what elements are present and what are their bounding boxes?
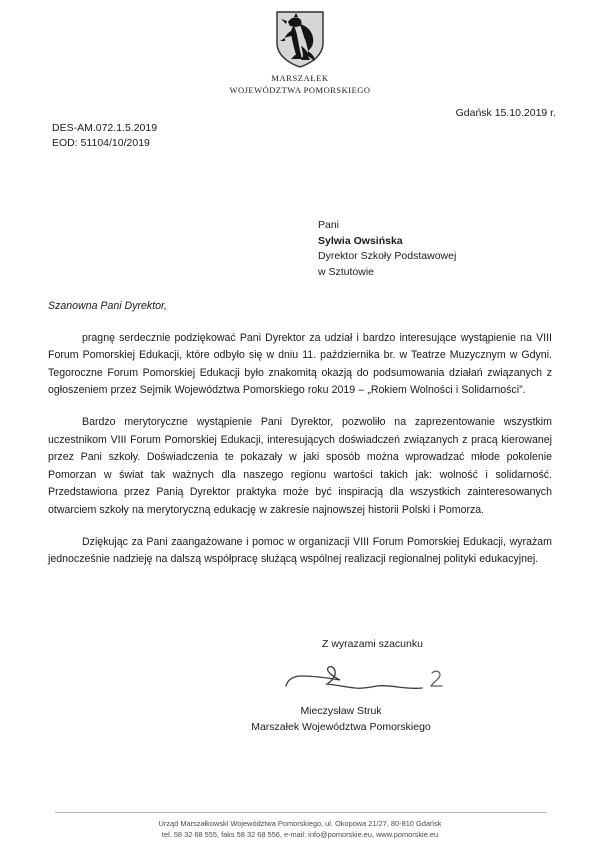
- footer: [0, 818, 600, 840]
- letterhead-title: MARSZAŁEK: [271, 73, 329, 83]
- letterhead-subtitle: WOJEWÓDZTWA POMORSKIEGO: [229, 85, 371, 95]
- reference-number-primary: DES-AM.072.1.5.2019: [52, 122, 158, 134]
- footer-contact: tel. 58 32 68 555, faks 58 32 68 556, e-mail: info@pomorskie.eu, www.pomorskie.eu: [161, 830, 439, 839]
- reference-numbers: [52, 121, 157, 151]
- body-paragraph: Dziękując za Pani zaangażowane i pomoc w organizacji VIII Forum Pomorskiej Edukacji, wyrażam jednocześnie nadzieję na dalszą współpracę służącą wspólnej realizacji regionalnej polityki edukacyjnej.: [48, 535, 552, 566]
- body-paragraph: pragnę serdecznie podziękować Pani Dyrektor za udział i bardzo interesujące wystąpienie na VIII Forum Pomorskiej Edukacji, które odbyło się w dniu 11. października br. w Teatrze Muzycznym w Gdyni. Tegoroczne Forum Pomorskiej Edukacji było znakomitą okazją do podsumowania działań związanych z ogłoszeniem przez Sejmik Województwa Pomorskiego roku 2019 – „Rokiem Wolności i Solidarności”.: [48, 331, 552, 397]
- handwritten-signature-icon: [280, 660, 460, 700]
- addressee-location: w Sztutowie: [318, 265, 375, 278]
- addressee-name: Sylwia Owsińska: [318, 234, 403, 247]
- salutation: Szanowna Pani Dyrektor,: [48, 300, 167, 312]
- signer-title: Marszałek Województwa Pomorskiego: [251, 720, 431, 733]
- addressee-block: [318, 218, 456, 280]
- pomeranian-griffin-crest-icon: [274, 10, 326, 68]
- footer-address: Urząd Marszałkowski Województwa Pomorskiego, ul. Okopowa 21/27, 80-810 Gdańsk: [158, 819, 442, 828]
- body-paragraph: Bardzo merytoryczne wystąpienie Pani Dyrektor, pozwoliło na zaprezentowanie wszystkim uczestnikom VIII Forum Pomorskiej Edukacji, interesujących doświadczeń związanych z pracą kierowanej przez Pani szkoły. Doświadczenia te pokazały w jaki sposób można wprowadzać młode pokolenie Pomorzan w świat tak ważnych dla naszego regionu wartości takich jak: wolność i solidarność. Przedstawiona przez Panią Dyrektor praktyka może być inspiracją dla wszystkich zainteresowanych otwarciem szkoły na merytoryczną edukację w zakresie najnowszej historii Polski i Pomorza.: [48, 415, 552, 516]
- place-and-date: Gdańsk 15.10.2019 r.: [455, 107, 556, 119]
- addressee-honorific: Pani: [318, 219, 340, 231]
- closing-phrase: Z wyrazami szacunku: [322, 638, 423, 650]
- signer-block: [0, 704, 600, 735]
- letter-body: [48, 298, 552, 569]
- letterhead: [0, 0, 600, 95]
- footer-divider: [55, 812, 547, 813]
- addressee-position: Dyrektor Szkoły Podstawowej: [318, 250, 457, 262]
- reference-number-eod: EOD: 51104/10/2019: [52, 137, 150, 149]
- signer-name: Mieczysław Struk: [300, 705, 382, 717]
